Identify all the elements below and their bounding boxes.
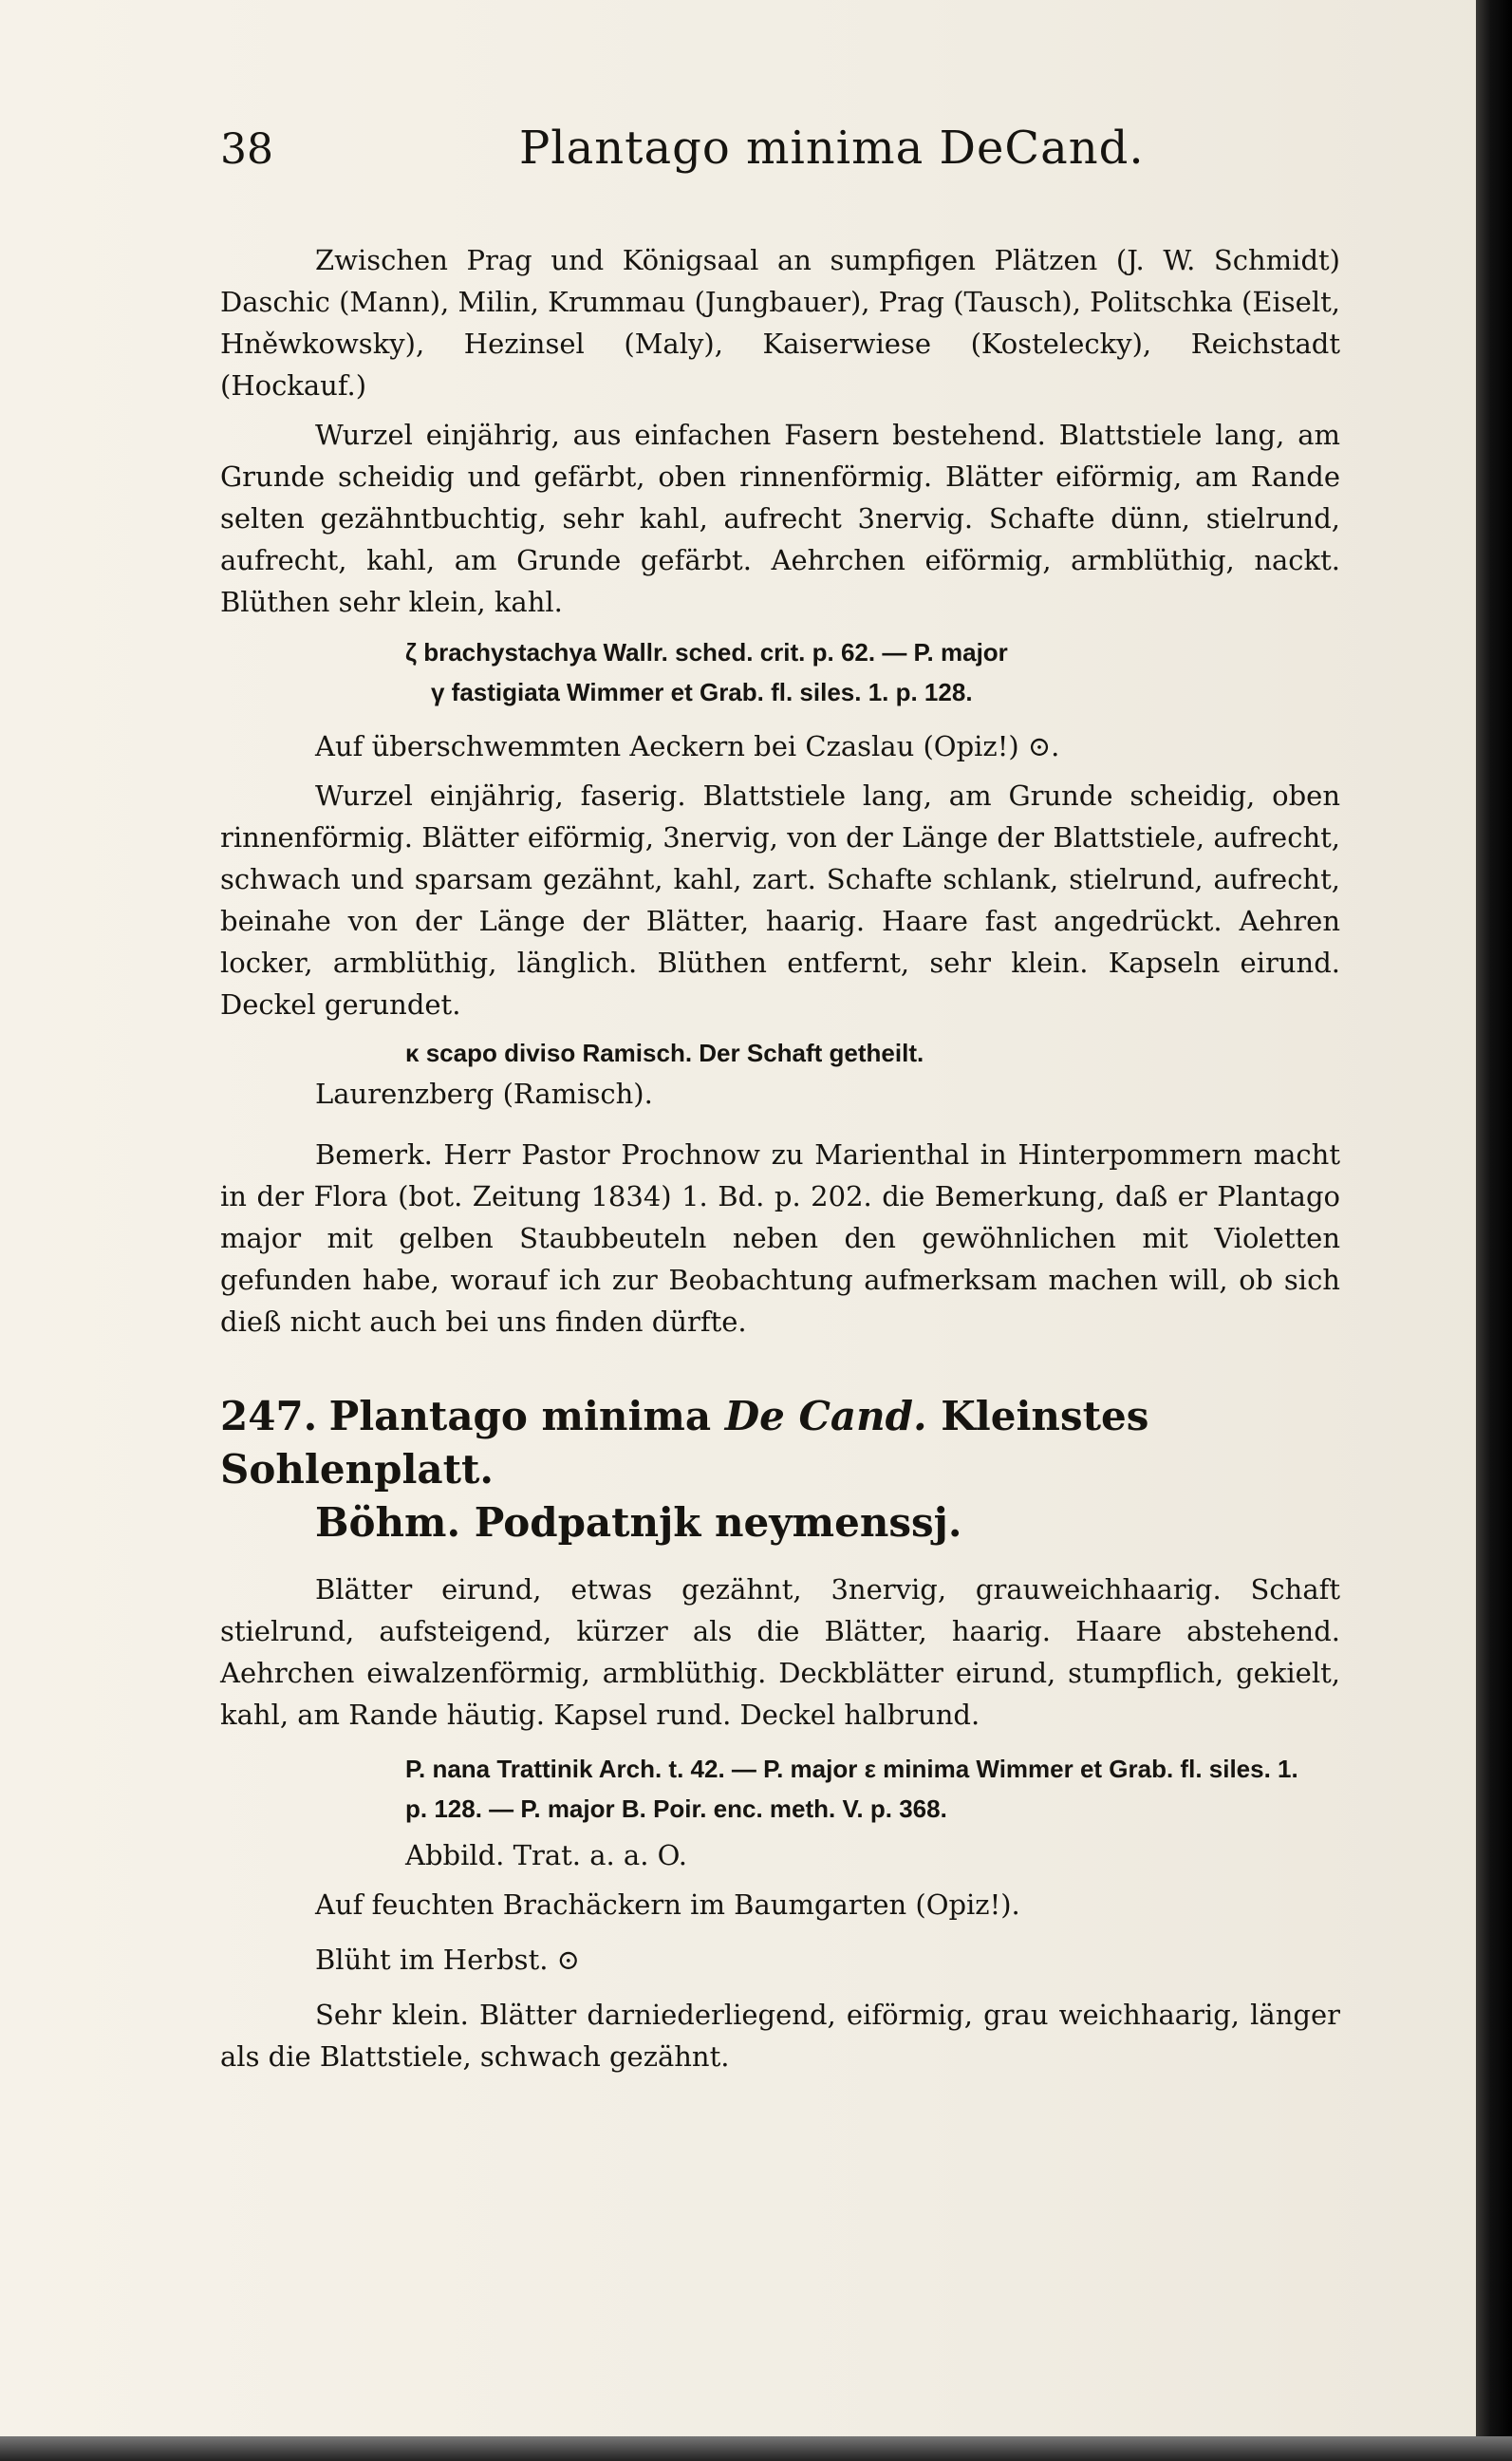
remark-paragraph: Bemerk. Herr Pastor Prochnow zu Marienthal in Hinterpommern macht in der Flora (bot. Zeitung 1834) 1. Bd. p. 202. die Bemerkung, daß er Plantago major mit gelben Staubbeuteln neben den gewöhnlichen mit Violetten gefunden habe, worauf ich zur Beobachtung aufmerksam machen will, ob sich dieß nicht auch bei uns finden dürfte. (220, 1138, 1340, 1338)
species-name: Plantago minima (328, 1393, 712, 1439)
page-header (220, 122, 1340, 197)
species-number: 247. (220, 1393, 318, 1439)
page-bottom-shadow (0, 2436, 1512, 2461)
species-locality: Auf feuchten Brachäckern im Baumgarten (Opiz!). (315, 1888, 1020, 1921)
variety-zeta: ζ brachystachya Wallr. sched. crit. p. 62. — P. major (405, 638, 1008, 667)
species-author: De Cand. (724, 1393, 927, 1439)
species-synonyms: P. nana Trattinik Arch. t. 42. — P. major ε minima Wimmer et Grab. fl. siles. 1. p. 128. — P. major B. Poir. enc. meth. V. p. 368. (405, 1755, 1298, 1823)
locality-paragraph: Zwischen Prag und Königsaal an sumpfigen Plätzen (J. W. Schmidt) Daschic (Mann), Milin, Krummau (Jungbauer), Prag (Tausch), Politschka (Eiselt, Hněwkowsky), Hezinsel (Maly), Kaiserwiese (Kostelecky), Reichstadt (Hockauf.) (220, 244, 1340, 402)
species-illustration-ref: Abbild. Trat. a. a. O. (405, 1839, 687, 1871)
variety-gamma: γ fastigiata Wimmer et Grab. fl. siles. 1. p. 128. (431, 678, 973, 706)
page-number: 38 (220, 125, 273, 174)
species-bohemian-name: Böhm. Podpatnjk neymenssj. (315, 1499, 962, 1546)
species-heading (220, 1390, 1340, 1496)
variety-description: Wurzel einjährig, faserig. Blattstiele lang, am Grunde scheidig, oben rinnenförmig. Blätter eiförmig, 3nervig, von der Länge der Blattstiele, aufrecht, schwach und sparsam gezähnt, kahl, zart. Schafte schlank, stielrund, aufrecht, beinahe von der Länge der Blätter, haarig. Haare fast angedrückt. Aehren locker, armblüthig, länglich. Blüthen entfernt, sehr klein. Kapseln eirund. Deckel gerundet. (220, 780, 1340, 1021)
species-final-note: Sehr klein. Blätter darniederliegend, eiförmig, grau weichhaarig, länger als die Blattstiele, schwach gezähnt. (220, 1999, 1340, 2073)
page-content (220, 122, 1340, 2077)
page-edge-shadow (1476, 0, 1512, 2461)
running-head: Plantago minima DeCand. (519, 122, 1145, 175)
species-description: Blätter eirund, etwas gezähnt, 3nervig, grauweichhaarig. Schaft stielrund, aufsteigend, kürzer als die Blätter, haarig. Haare abstehend. Aehrchen eiwalzenförmig, armblüthig. Deckblätter eirund, stumpflich, gekielt, kahl, am Rande häutig. Kapsel rund. Deckel halbrund. (220, 1573, 1340, 1731)
description-paragraph: Wurzel einjährig, aus einfachen Fasern bestehend. Blattstiele lang, am Grunde scheidig und gefärbt, oben rinnenförmig. Blätter eiförmig, am Rande selten gezähntbuchtig, sehr kahl, aufrecht 3nervig. Schafte dünn, stielrund, aufrecht, kahl, am Grunde gefärbt. Aehrchen eiförmig, armblüthig, nackt. Blüthen sehr klein, kahl. (220, 419, 1340, 618)
locality-kappa: Laurenzberg (Ramisch). (315, 1078, 653, 1110)
variety-kappa: κ scapo diviso Ramisch. Der Schaft getheilt. (405, 1039, 924, 1067)
species-bloom-time: Blüht im Herbst. ⊙ (315, 1944, 580, 1976)
locality-variety: Auf überschwemmten Aeckern bei Czaslau (Opiz!) ⊙. (315, 730, 1060, 762)
species-german-name: Kleinstes Sohlenplatt. (220, 1393, 1149, 1493)
